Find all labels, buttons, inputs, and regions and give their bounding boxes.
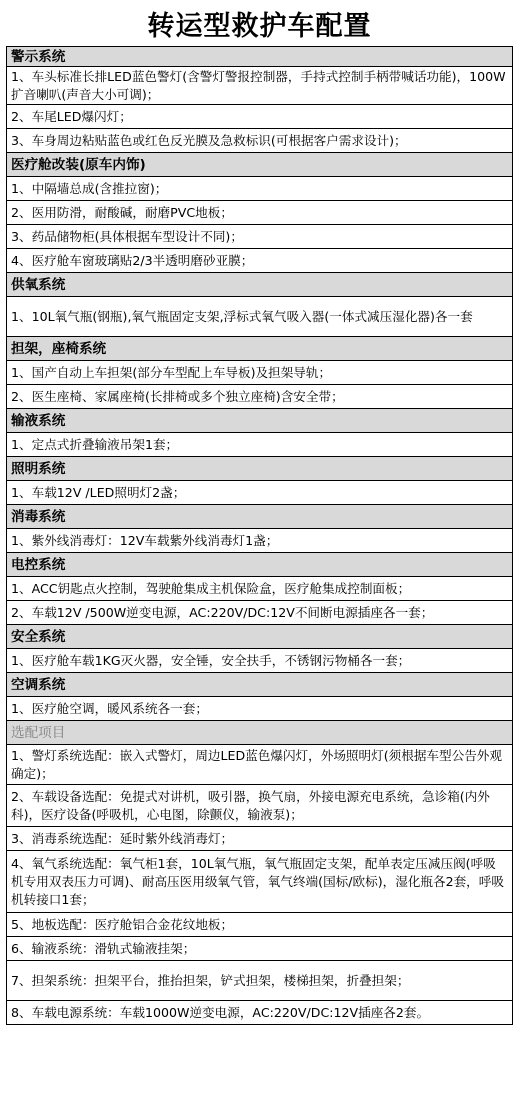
list-item: 1、警灯系统选配：嵌入式警灯，周边LED蓝色爆闪灯，外场照明灯(须根据车型公告外观确定)； <box>7 745 512 785</box>
list-item: 2、车尾LED爆闪灯； <box>7 105 512 129</box>
list-item: 3、车身周边粘贴蓝色或红色反光膜及急救标识(可根据客户需求设计)； <box>7 129 512 153</box>
list-item: 1、定点式折叠输液吊架1套； <box>7 433 512 457</box>
section-heading-warning: 警示系统 <box>7 47 512 67</box>
section-heading-options: 选配项目 <box>7 721 512 745</box>
list-item: 3、药品储物柜(具体根据车型设计不同)； <box>7 225 512 249</box>
page-title: 转运型救护车配置 <box>147 10 372 42</box>
list-item: 1、ACC钥匙点火控制，驾驶舱集成主机保险盒，医疗舱集成控制面板； <box>7 577 512 601</box>
list-item: 2、医生座椅、家属座椅(长排椅或多个独立座椅)含安全带； <box>7 385 512 409</box>
section-heading-air-conditioning: 空调系统 <box>7 673 512 697</box>
list-item: 2、医用防滑，耐酸碱，耐磨PVC地板； <box>7 201 512 225</box>
config-table <box>6 46 513 1025</box>
list-item: 8、车载电源系统：车载1000W逆变电源，AC:220V/DC:12V插座各2套。 <box>7 1001 512 1025</box>
list-item: 1、车头标准长排LED蓝色警灯(含警灯警报控制器，手持式控制手柄带喊话功能)，100W扩音喇叭(声音大小可调)； <box>7 67 512 105</box>
list-item: 1、国产自动上车担架(部分车型配上车导板)及担架导轨； <box>7 361 512 385</box>
list-item: 2、车载设备选配：免提式对讲机，吸引器，换气扇，外接电源充电系统，急诊箱(内外科)，医疗设备(呼吸机，心电图，除颤仪，输液泵)； <box>7 785 512 827</box>
list-item: 4、氧气系统选配：氧气柜1套，10L氧气瓶，氧气瓶固定支架，配单表定压减压阀(呼吸机专用双表压力可调)、耐高压医用级氧气管，氧气终端(国标/欧标)，湿化瓶各2套，呼吸机转接口1套； <box>7 851 512 913</box>
list-item: 4、医疗舱车窗玻璃贴2/3半透明磨砂亚膜； <box>7 249 512 273</box>
list-item: 1、车载12V /LED照明灯2盏； <box>7 481 512 505</box>
list-item: 1、医疗舱空调，暖风系统各一套； <box>7 697 512 721</box>
section-heading-lighting: 照明系统 <box>7 457 512 481</box>
section-heading-infusion: 输液系统 <box>7 409 512 433</box>
section-heading-disinfection: 消毒系统 <box>7 505 512 529</box>
section-heading-stretcher: 担架，座椅系统 <box>7 337 512 361</box>
list-item: 7、担架系统：担架平台，推抬担架，铲式担架，楼梯担架，折叠担架； <box>7 961 512 1001</box>
section-heading-medical-cabin: 医疗舱改装(原车内饰) <box>7 153 512 177</box>
section-heading-electrical: 电控系统 <box>7 553 512 577</box>
list-item: 3、消毒系统选配：延时紫外线消毒灯； <box>7 827 512 851</box>
list-item: 5、地板选配：医疗舱铝合金花纹地板； <box>7 913 512 937</box>
section-heading-oxygen: 供氧系统 <box>7 273 512 297</box>
list-item: 1、中隔墙总成(含推拉窗)； <box>7 177 512 201</box>
list-item: 2、车载12V /500W逆变电源，AC:220V/DC:12V不间断电源插座各一套； <box>7 601 512 625</box>
list-item: 1、医疗舱车载1KG灭火器，安全锤，安全扶手，不锈钢污物桶各一套； <box>7 649 512 673</box>
section-heading-safety: 安全系统 <box>7 625 512 649</box>
list-item: 1、10L氧气瓶(钢瓶),氧气瓶固定支架,浮标式氧气吸入器(一体式减压湿化器)各一套 <box>7 297 512 337</box>
list-item: 6、输液系统：滑轨式输液挂架； <box>7 937 512 961</box>
list-item: 1、紫外线消毒灯：12V车载紫外线消毒灯1盏； <box>7 529 512 553</box>
